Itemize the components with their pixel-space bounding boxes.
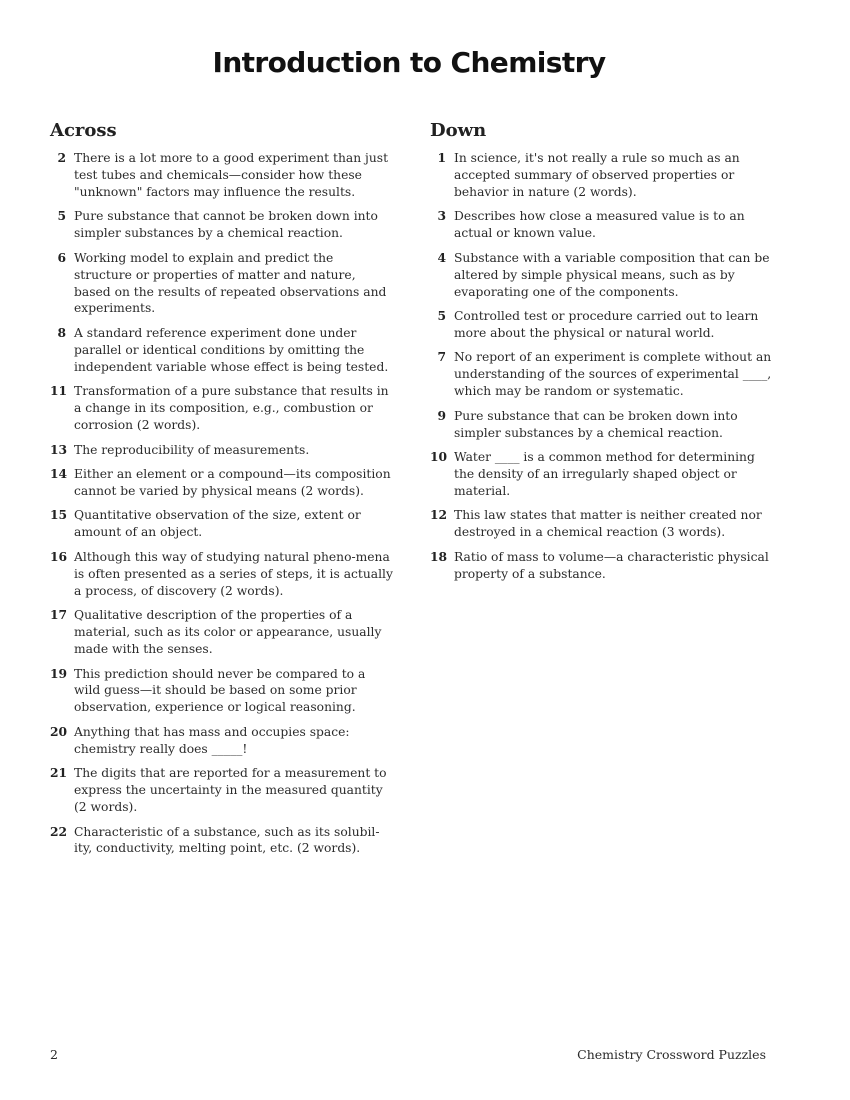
clue-text: Pure substance that cannot be broken down into simpler substances by a chemical reaction. bbox=[74, 209, 378, 241]
clue-number: 12 bbox=[430, 507, 448, 523]
clue-number: 22 bbox=[50, 823, 68, 839]
clue-text: This prediction should never be compared to a wild guess—it should be based on some prior observation, experience or logical reasoning. bbox=[74, 666, 366, 715]
clue-number: 10 bbox=[430, 449, 448, 465]
clue-text: Transformation of a pure substance that results in a change in its composition, e.g., combustion or corrosion (2 words). bbox=[74, 384, 389, 433]
clue-number: 13 bbox=[50, 441, 68, 457]
clue-text: Although this way of studying natural pheno-mena is often presented as a series of steps, it is actually a process, of discovery (2 words). bbox=[74, 549, 393, 598]
clue-number: 5 bbox=[437, 308, 446, 324]
clue-number: 3 bbox=[437, 208, 446, 224]
clue-item bbox=[430, 308, 775, 342]
clue-number: 11 bbox=[50, 383, 68, 399]
book-title: Chemistry Crossword Puzzles bbox=[577, 1047, 766, 1062]
clue-number: 16 bbox=[50, 548, 68, 564]
page-title: Introduction to Chemistry bbox=[212, 46, 606, 79]
clue-number: 9 bbox=[437, 407, 446, 423]
clue-text: There is a lot more to a good experiment than just test tubes and chemicals—consider how these "unknown" factors may influence the results. bbox=[74, 151, 389, 199]
down-column bbox=[430, 120, 775, 590]
clue-item bbox=[430, 449, 775, 500]
down-heading: Down bbox=[430, 120, 487, 141]
clue-text: Controlled test or procedure carried out to learn more about the physical or natural world. bbox=[454, 309, 759, 340]
clue-item bbox=[50, 150, 395, 201]
clue-text: Ratio of mass to volume—a characteristic physical property of a substance. bbox=[454, 549, 769, 581]
clue-item bbox=[50, 466, 395, 500]
clue-number: 8 bbox=[57, 324, 66, 340]
page-number: 2 bbox=[50, 1047, 58, 1062]
clue-item bbox=[430, 250, 775, 301]
clue-text: Quantitative observation of the size, extent or amount of an object. bbox=[74, 508, 361, 540]
clue-item bbox=[50, 549, 395, 600]
clue-item bbox=[430, 349, 775, 400]
clue-item bbox=[430, 208, 775, 242]
clue-number: 4 bbox=[437, 249, 446, 265]
clue-number: 5 bbox=[57, 208, 66, 224]
clue-item bbox=[50, 666, 395, 717]
clue-number: 6 bbox=[57, 249, 66, 265]
clue-text: Pure substance that can be broken down into simpler substances by a chemical reaction. bbox=[454, 408, 738, 440]
clue-item bbox=[430, 507, 775, 541]
clue-item bbox=[430, 549, 775, 583]
clue-number: 17 bbox=[50, 607, 68, 623]
clue-text: In science, it's not really a rule so much as an accepted summary of observed properties or behavior in nature (2 words). bbox=[454, 151, 740, 199]
clue-text: Substance with a variable composition that can be altered by simple physical means, such as by evaporating one of the components. bbox=[454, 250, 770, 299]
clue-item bbox=[50, 250, 395, 318]
clue-text: No report of an experiment is complete without an understanding of the sources of experimental ____, which may be random or systematic. bbox=[454, 350, 772, 399]
clue-item bbox=[430, 408, 775, 442]
clue-item bbox=[50, 824, 395, 858]
clue-number: 14 bbox=[50, 466, 68, 482]
clue-item bbox=[50, 208, 395, 242]
clue-text: The digits that are reported for a measurement to express the uncertainty in the measured quantity (2 words). bbox=[74, 766, 387, 815]
clue-text: Characteristic of a substance, such as its solubil-ity, conductivity, melting point, etc. (2 words). bbox=[74, 824, 380, 856]
clue-number: 15 bbox=[50, 507, 68, 523]
clue-text: The reproducibility of measurements. bbox=[74, 442, 310, 457]
clue-number: 1 bbox=[437, 150, 446, 165]
clue-number: 7 bbox=[437, 349, 446, 365]
clue-item bbox=[50, 507, 395, 541]
clue-item bbox=[50, 607, 395, 658]
clue-item bbox=[50, 442, 395, 459]
clue-item bbox=[430, 150, 775, 201]
clue-item bbox=[50, 383, 395, 434]
clue-text: A standard reference experiment done under parallel or identical conditions by omitting the independent variable whose effect is being tested. bbox=[74, 325, 389, 374]
clue-text: Either an element or a compound—its composition cannot be varied by physical means (2 words). bbox=[74, 467, 391, 498]
clue-text: This law states that matter is neither created nor destroyed in a chemical reaction (3 words). bbox=[454, 508, 762, 540]
across-heading: Across bbox=[50, 120, 117, 141]
across-column bbox=[50, 120, 395, 865]
clue-number: 19 bbox=[50, 665, 68, 681]
clue-item bbox=[50, 724, 395, 758]
clue-text: Working model to explain and predict the structure or properties of matter and nature, based on the results of repeated observations and experiments. bbox=[74, 250, 387, 316]
clue-text: Qualitative description of the properties of a material, such as its color or appearance, usually made with the senses. bbox=[74, 608, 382, 656]
across-clue-list bbox=[50, 150, 395, 857]
clue-item bbox=[50, 325, 395, 376]
clue-text: Water ____ is a common method for determining the density of an irregularly shaped object or material. bbox=[454, 450, 755, 498]
clue-number: 21 bbox=[50, 765, 68, 781]
clue-number: 2 bbox=[57, 150, 66, 165]
clue-number: 18 bbox=[430, 548, 448, 564]
clue-number: 20 bbox=[50, 723, 68, 739]
down-clue-list bbox=[430, 150, 775, 583]
clue-text: Anything that has mass and occupies space: chemistry really does _____! bbox=[74, 724, 350, 756]
clue-item bbox=[50, 765, 395, 816]
clue-text: Describes how close a measured value is to an actual or known value. bbox=[454, 209, 745, 241]
